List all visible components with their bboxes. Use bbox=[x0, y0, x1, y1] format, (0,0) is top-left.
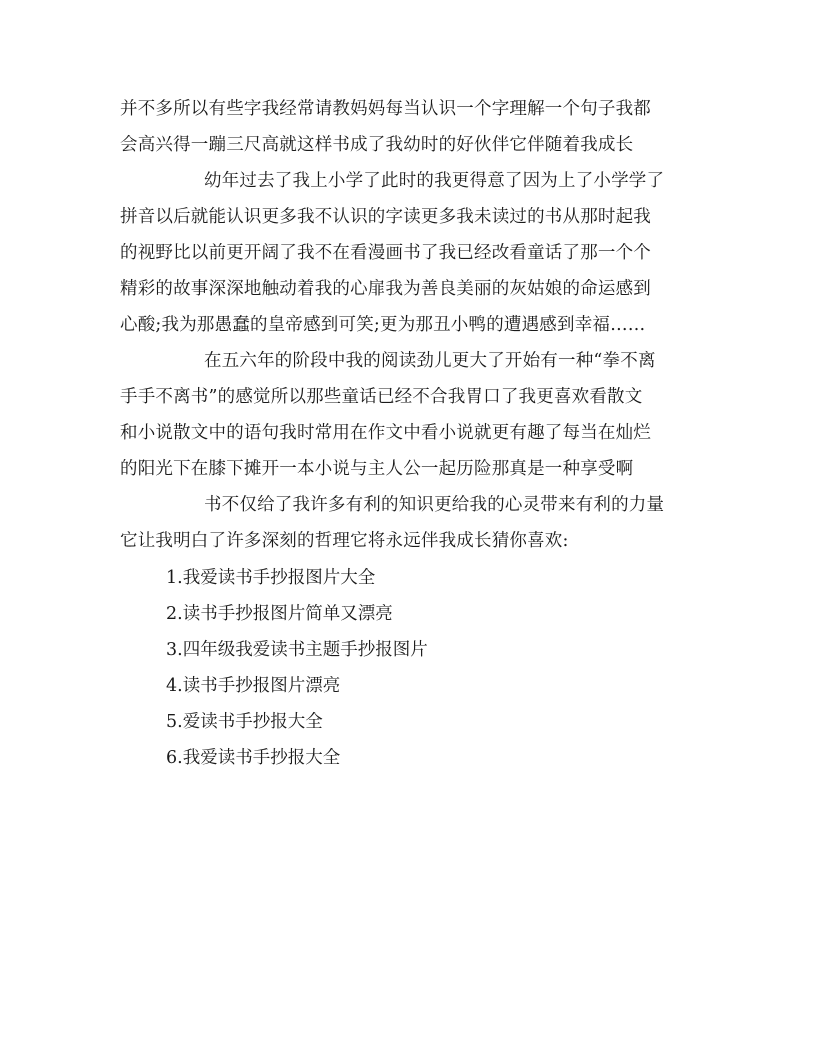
related-link[interactable]: 6.我爱读书手抄报大全 bbox=[166, 748, 341, 768]
related-link[interactable]: 4.读书手抄报图片漂亮 bbox=[166, 676, 341, 696]
related-link[interactable]: 5.爱读书手抄报大全 bbox=[166, 712, 323, 732]
related-link[interactable]: 1.我爱读书手抄报图片大全 bbox=[166, 568, 376, 588]
paragraph-line: 在五六年的阶段中我的阅读劲儿更大了开始有一种“拳不离 bbox=[204, 351, 656, 371]
paragraph-line: 和小说散文中的语句我时常用在作文中看小说就更有趣了每当在灿烂 bbox=[120, 423, 651, 443]
paragraph-line: 它让我明白了许多深刻的哲理它将永远伴我成长猜你喜欢: bbox=[120, 531, 569, 551]
related-link[interactable]: 2.读书手抄报图片简单又漂亮 bbox=[166, 604, 393, 624]
paragraph-line: 并不多所以有些字我经常请教妈妈每当认识一个字理解一个句子我都 bbox=[120, 99, 651, 119]
paragraph-line: 会高兴得一蹦三尺高就这样书成了我幼时的好伙伴它伴随着我成长 bbox=[120, 135, 634, 155]
paragraph-line: 的视野比以前更开阔了我不在看漫画书了我已经改看童话了那一个个 bbox=[120, 243, 651, 263]
related-link[interactable]: 3.四年级我爱读书主题手抄报图片 bbox=[166, 640, 428, 660]
paragraph-line: 幼年过去了我上小学了此时的我更得意了因为上了小学学了 bbox=[204, 171, 665, 191]
paragraph-line: 精彩的故事深深地触动着我的心扉我为善良美丽的灰姑娘的命运感到 bbox=[120, 279, 651, 299]
paragraph-line: 书不仅给了我许多有利的知识更给我的心灵带来有利的力量 bbox=[204, 495, 665, 515]
paragraph-line: 拼音以后就能认识更多我不认识的字读更多我未读过的书从那时起我 bbox=[120, 207, 651, 227]
paragraph-line: 手手不离书”的感觉所以那些童话已经不合我胃口了我更喜欢看散文 bbox=[120, 387, 643, 407]
paragraph-line: 的阳光下在膝下摊开一本小说与主人公一起历险那真是一种享受啊 bbox=[120, 459, 634, 479]
paragraph-line: 心酸;我为那愚蠢的皇帝感到可笑;更为那丑小鸭的遭遇感到幸福…… bbox=[120, 315, 646, 335]
